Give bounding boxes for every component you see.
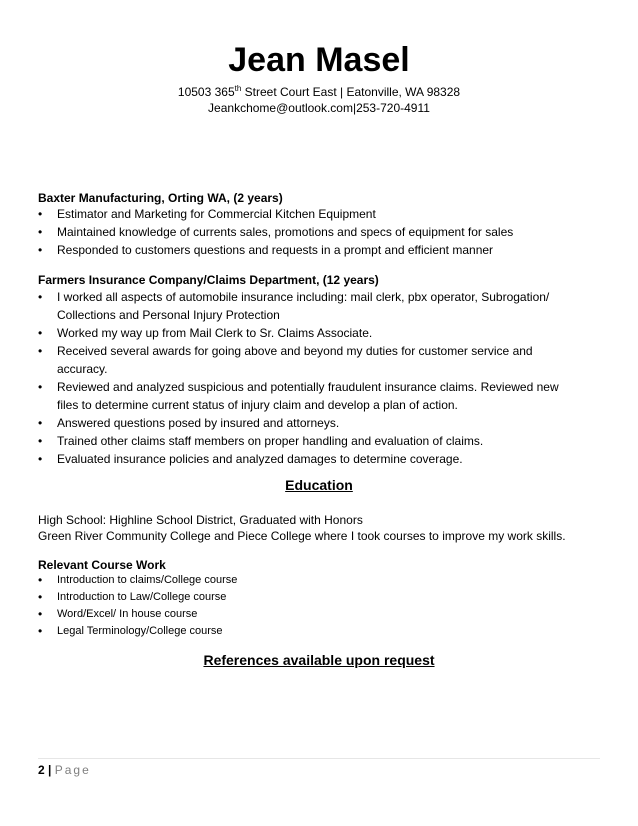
address-suffix: th bbox=[234, 84, 242, 93]
bullet-icon: • bbox=[38, 344, 43, 358]
page-footer bbox=[38, 762, 91, 778]
bullet-icon: • bbox=[38, 573, 43, 587]
candidate-name: Jean Masel bbox=[228, 41, 410, 79]
education-line-high-school: High School: Highline School District, Graduated with Honors bbox=[38, 513, 363, 527]
bullet-icon: • bbox=[38, 452, 43, 466]
list-item: • Legal Terminology/College course bbox=[38, 624, 223, 638]
address-rest: Street Court East | Eatonville, WA 98328 bbox=[241, 85, 461, 99]
contact-line: Jeankchome@outlook.com|253-720-4911 bbox=[208, 101, 430, 115]
list-item: • Received several awards for going above and beyond my duties for customer service and accuracy. bbox=[38, 344, 533, 376]
list-item: • Introduction to Law/College course bbox=[38, 590, 227, 604]
coursework-list bbox=[0, 572, 577, 640]
list-item: • Trained other claims staff members on proper handling and evaluation of claims. bbox=[38, 434, 484, 448]
list-item: • Reviewed and analyzed suspicious and potentially fraudulent insurance claims. Reviewed new files to determine current status of injury claim and develop a plan of action. bbox=[38, 380, 559, 412]
list-item: • Word/Excel/ In house course bbox=[38, 607, 198, 621]
page-number: 2 bbox=[38, 763, 45, 777]
job-bullets-farmers bbox=[0, 288, 577, 468]
bullet-icon: • bbox=[38, 243, 43, 257]
bullet-icon: • bbox=[38, 607, 43, 621]
education-line-college: Green River Community College and Piece College where I took courses to improve my work skills. bbox=[38, 529, 566, 543]
address-number: 10503 365 bbox=[177, 85, 235, 99]
list-item: • Responded to customers questions and requests in a prompt and efficient manner bbox=[38, 243, 494, 257]
list-item: • Answered questions posed by insured and attorneys. bbox=[38, 416, 340, 430]
references-heading: References available upon request bbox=[203, 652, 435, 668]
education-heading: Education bbox=[285, 477, 353, 493]
bullet-icon: • bbox=[38, 590, 43, 604]
bullet-icon: • bbox=[38, 225, 43, 239]
bullet-icon: • bbox=[38, 207, 43, 221]
coursework-title: Relevant Course Work bbox=[38, 558, 166, 572]
list-item: • I worked all aspects of automobile insurance including: mail clerk, pbx operator, Subrogation/ Collections and Personal Injury Protection bbox=[38, 290, 550, 322]
job-title-farmers: Farmers Insurance Company/Claims Department, (12 years) bbox=[38, 273, 379, 287]
bullet-icon: • bbox=[38, 624, 43, 638]
page-separator: | bbox=[44, 763, 55, 777]
job-bullets-baxter bbox=[0, 205, 577, 259]
address-line bbox=[0, 84, 638, 100]
list-item: • Introduction to claims/College course bbox=[38, 573, 238, 587]
bullet-icon: • bbox=[38, 380, 43, 394]
bullet-icon: • bbox=[38, 326, 43, 340]
list-item: • Worked my way up from Mail Clerk to Sr. Claims Associate. bbox=[38, 326, 373, 340]
job-title-baxter: Baxter Manufacturing, Orting WA, (2 years) bbox=[38, 191, 283, 205]
list-item: • Maintained knowledge of currents sales, promotions and specs of equipment for sales bbox=[38, 225, 514, 239]
list-item: • Evaluated insurance policies and analyzed damages to determine coverage. bbox=[38, 452, 463, 466]
list-item: • Estimator and Marketing for Commercial Kitchen Equipment bbox=[38, 207, 376, 221]
bullet-icon: • bbox=[38, 416, 43, 430]
bullet-icon: • bbox=[38, 434, 43, 448]
bullet-icon: • bbox=[38, 290, 43, 304]
page-word: Page bbox=[54, 763, 91, 777]
footer-divider bbox=[38, 758, 600, 759]
